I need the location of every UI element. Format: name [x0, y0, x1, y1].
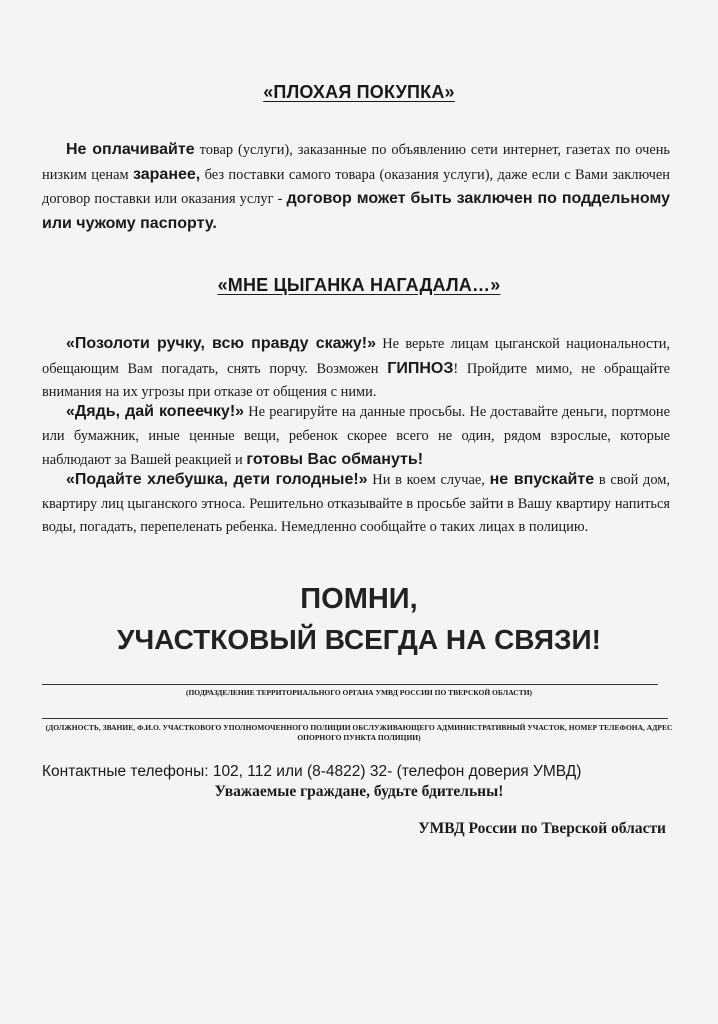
appeal-line: Уважаемые граждане, будьте бдительны! — [214, 783, 504, 800]
contact-phones: Контактные телефоны: 102, 112 или (8-4822) 32- (телефон доверия УМВД) — [42, 763, 582, 780]
blank-line-officer — [42, 718, 668, 719]
gypsy-paragraph-3: «Подайте хлебушка, дети голодные!» Ни в коем случае, не впускайте в свой дом, квартиру лиц цыганского этноса. Решительно отказывайте в просьбе зайти в Вашу квартиру напиться воды, погадать, перепеленать ребенка. Немедленно сообщайте о таких лицах в полицию. — [42, 471, 671, 535]
section-title-gypsy: «МНЕ ЦЫГАНКА НАГАДАЛА…» — [217, 275, 501, 295]
caption-department: (ПОДРАЗДЕЛЕНИЕ ТЕРРИТОРИАЛЬНОГО ОРГАНА УМВД РОССИИ ПО ТВЕРСКОЙ ОБЛАСТИ) — [185, 688, 533, 697]
caption-officer: (ДОЛЖНОСТЬ, ЗВАНИЕ, Ф.И.О. УЧАСТКОВОГО УПОЛНОМОЧЕННОГО ПОЛИЦИИ ОБСЛУЖИВАЮЩЕГО АДМИНИСТРАТИВНЫЙ УЧАСТОК, НОМЕР ТЕЛЕФОНА, АДРЕС ОПОРНОГО ПУНКТА ПОЛИЦИИ) — [45, 723, 673, 742]
slogan-line-1: ПОМНИ, — [300, 583, 418, 615]
blank-line-department — [42, 684, 658, 685]
gypsy-paragraph-1: «Позолоти ручку, всю правду скажу!» Не верьте лицам цыганской национальности, обещающим Вам погадать, снять порчу. Возможен ГИПНОЗ! Пройдите мимо, не обращайте внимания на их угрозы при отказе от общения с ними. — [42, 335, 671, 400]
bad-purchase-paragraph: Не оплачивайте товар (услуги), заказанные по объявлению сети интернет, газетах по очень низким ценам заранее, без поставки самого товара (оказания услуги), даже если с Вами заключен договор поставки или оказания услуг - договор может быть заключен по поддельному или чужому паспорту. — [42, 141, 671, 232]
slogan-line-2: УЧАСТКОВЫЙ ВСЕГДА НА СВЯЗИ! — [117, 624, 601, 655]
section-title-bad-purchase: «ПЛОХАЯ ПОКУПКА» — [263, 82, 455, 102]
gypsy-paragraph-2: «Дядь, дай копеечку!» Не реагируйте на данные просьбы. Не доставайте деньги, портмоне или бумажник, иные ценные вещи, ребенок скорее всего не один, рядом взрослые, которые наблюдают за Вашей реакцией и готовы Вас обмануть! — [42, 403, 670, 468]
emphasis-text: Не оплачивайте — [66, 141, 195, 158]
signature: УМВД России по Тверской области — [418, 820, 666, 837]
